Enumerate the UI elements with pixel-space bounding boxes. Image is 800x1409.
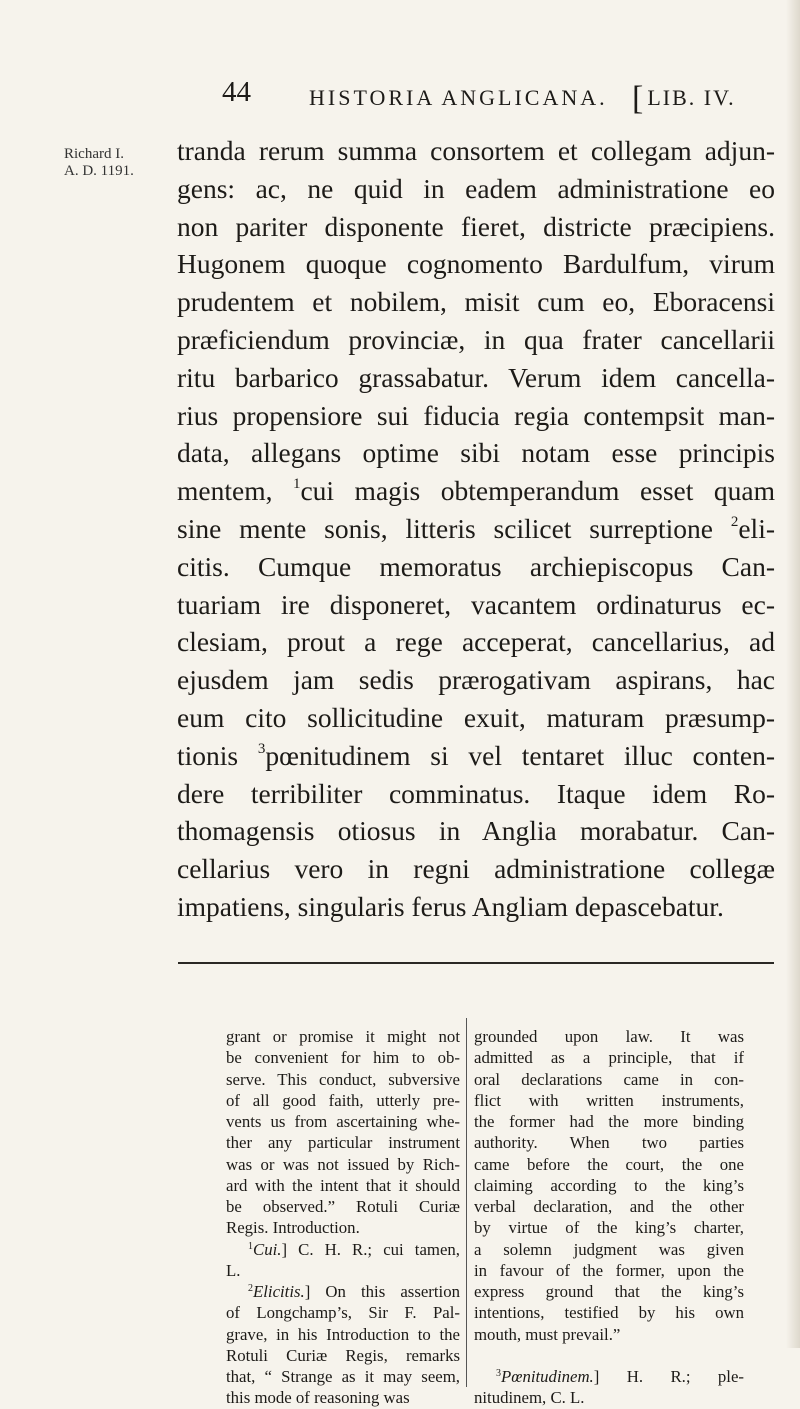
main-text-line: ritu barbarico grassabatur. Verum idem cancella- [177,361,775,393]
footnote-line: grounded upon law. It was [474,1027,744,1046]
footnote-line: came before the court, the one [474,1154,744,1174]
main-text-line: dere terribiliter comminatus. Itaque idem Ro- [177,777,775,809]
footnote-marker: 2 [730,513,739,530]
note-lemma: Cui. [253,1239,282,1259]
footnote-marker: 1 [292,476,301,493]
main-text-block [177,132,775,926]
footnote-line: L. [226,1260,241,1280]
main-text-line: tionis $^3$pœnitudinem si vel tentaret illuc conten- [177,739,776,771]
main-text-line: ejusdem jam sedis prærogativam aspirans, hac [177,664,775,696]
main-text-line: sine mente sonis, litteris scilicet surreptione $^2$eli- [177,512,775,544]
footnote-line: nitudinem, C. L. [474,1388,585,1408]
column-divider [466,1018,467,1387]
book-reference-text: LIB. IV. [647,85,736,110]
main-text-line: impatiens, singularis ferus Angliam depascebatur. [177,890,724,922]
main-text-line: rius propensiore sui fiducia regia contempsit man- [177,399,775,431]
footnote-line: Regis. Introduction. [226,1218,360,1238]
footnote-line: of Longchamp’s, Sir F. Pal- [226,1303,460,1323]
footnote-line: be observed.” Rotuli Curiæ [226,1197,460,1216]
footnote-line: Rotuli Curiæ Regis, remarks [226,1345,460,1365]
main-text-line: cellarius vero in regni administratione collegæ [177,853,775,885]
main-text-line: eum cito sollicitudine exuit, maturam præsump- [177,701,775,733]
page-number: 44 [222,76,251,108]
footnotes-right-column [474,1026,744,1409]
margin-note [64,146,164,180]
footnote-line: claiming according to the king’s [474,1175,744,1195]
main-text-line: thomagensis otiosus in Anglia morabatur. Can- [177,815,775,847]
footnote-rule [178,962,774,964]
footnote-line: serve. This conduct, subversive [226,1069,460,1089]
footnotes-left-column [226,1026,460,1409]
footnote-line: be convenient for him to ob- [226,1048,460,1068]
note-lemma: Elicitis. [253,1282,305,1301]
footnote-line: that, “ Strange as it may seem, [226,1367,460,1386]
footnote-marker: 3 [496,1368,501,1379]
main-text-line: data, allegans optime sibi notam esse principis [177,437,775,469]
footnote-line: authority. When two parties [474,1133,744,1153]
footnote-line: mouth, must prevail.” [474,1324,621,1344]
running-title: HISTORIA ANGLICANA. [309,85,608,110]
book-reference [632,76,736,117]
main-text-line: prudentem et nobilem, misit cum eo, Eboracensi [177,286,775,318]
main-text-line: non pariter disponente fieret, districte præcipiens. [177,210,775,242]
main-text-line: tranda rerum summa consortem et collegam adjun- [177,135,775,166]
footnote-line: by virtue of the king’s charter, [474,1218,744,1238]
footnote-line: $^1$Cui.] C. H. R.; cui tamen, [248,1239,460,1259]
open-bracket: [ [632,80,646,117]
footnote-line: was or was not issued by Rich- [226,1154,460,1174]
main-text-line: clesiam, prout a rege acceperat, cancellarius, ad [177,626,775,658]
footnote-line: verbal declaration, and the other [474,1197,744,1216]
footnote-marker: 1 [248,1240,253,1252]
main-text-line: citis. Cumque memoratus archiepiscopus Can- [177,550,775,582]
main-text-line: mentem, $^1$cui magis obtemperandum esset quam [177,475,775,507]
footnote-line: ard with the intent that it should [226,1175,460,1195]
footnote-line: of all good faith, utterly pre- [226,1090,460,1110]
footnote-line: oral declarations came in con- [474,1069,744,1089]
footnote-line: vents us from ascertaining whe- [226,1112,460,1131]
main-text-line: præficiendum provinciæ, in qua frater cancellarii [177,323,775,355]
main-text-line: gens: ac, ne quid in eadem administratione eo [177,172,775,204]
main-text-line: Hugonem quoque cognomento Bardulfum, virum [177,248,775,280]
footnote-line: $^2$Elicitis.] On this assertion [248,1282,460,1301]
page-edge-shadow [786,0,800,1348]
footnote-line: grant or promise it might not [226,1027,460,1046]
footnote-marker: 2 [248,1283,253,1294]
note-lemma: Pœnitudinem. [501,1367,594,1386]
footnote-line: express ground that the king’s [474,1282,744,1301]
footnote-line: a solemn judgment was given [474,1239,744,1259]
page-header [222,76,762,126]
footnote-line: admitted as a principle, that if [474,1048,744,1068]
footnote-line: this mode of reasoning was [226,1388,410,1408]
main-text-line: tuariam ire disponeret, vacantem ordinaturus ec- [177,588,775,620]
footnote-marker: 3 [257,740,266,757]
footnote-line: the former had the more binding [474,1112,744,1131]
footnote-line: flict with written instruments, [474,1090,744,1110]
footnote-line: $^3$Pœnitudinem.] H. R.; ple- [496,1367,744,1386]
footnote-line: intentions, testified by his own [474,1303,744,1323]
footnote-line: ther any particular instrument [226,1133,460,1153]
margin-note-reign: Richard I. [64,146,124,162]
margin-note-year: A. D. 1191. [64,163,134,179]
footnote-line: in favour of the former, upon the [474,1260,744,1280]
footnote-line: grave, in his Introduction to the [226,1324,460,1344]
